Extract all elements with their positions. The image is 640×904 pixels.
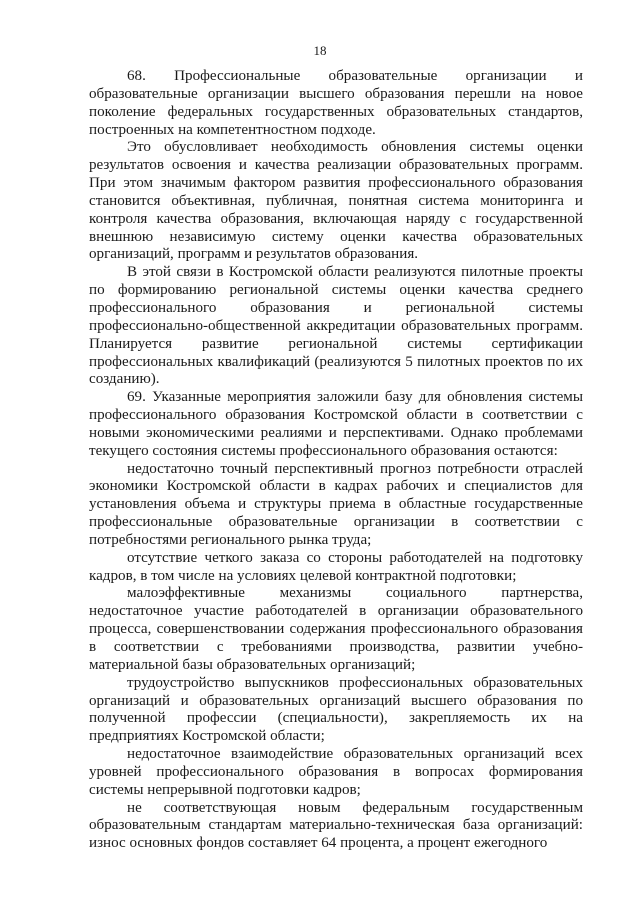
paragraph-pilot-projects: В этой связи в Костромской области реализуются пилотные проекты по формированию региональной системы оценки качества среднего профессионального образования и региональной системы профессионально-общественной аккредитации образовательных программ. Планируется развитие региональной системы сертификации профессиональных квалификаций (реализуются 5 пилотных проектов по их созданию). [89,264,583,388]
problem-item-partnership: малоэффективные механизмы социального партнерства, недостаточное участие работодателей в организации образовательного процесса, совершенствовании содержания профессионального образования в соответствии с требованиями производства, развитии учебно-материальной базы образовательных организаций; [89,585,583,673]
paragraph-assessment-system: Это обусловливает необходимость обновления системы оценки результатов освоения и качества реализации образовательных программ. При этом значимым фактором развития профессионального образования становится объективная, публичная, понятная система мониторинга и контроля качества образования, включающая наряду с государственной внешнюю независимую систему оценки качества образовательных организаций, программ и результатов образования. [89,139,583,263]
problem-item-employer-order: отсутствие четкого заказа со стороны работодателей на подготовку кадров, в том числе на условиях целевой контрактной подготовки; [89,549,583,584]
paragraph-68: 68. Профессиональные образовательные организации и образовательные организации высшего образования перешли на новое поколение федеральных государственных образовательных стандартов, построенных на компетентностном подходе. [89,68,583,138]
paragraph-69: 69. Указанные мероприятия заложили базу для обновления системы профессионального образования Костромской области в соответствии с новыми экономическими реалиями и перспективами. Однако проблемами текущего состояния системы профессионального образования остаются: [89,389,583,459]
problem-item-material-base: не соответствующая новым федеральным государственным образовательным стандартам материально-техническая база организаций: износ основных фондов составляет 64 процента, а процент ежегодного [89,799,583,852]
problem-item-forecast: недостаточно точный перспективный прогноз потребности отраслей экономики Костромской области в кадрах рабочих и специалистов для установления объема и структуры приема в областные государственные профессиональные образовательные организации в соответствии с потребностями регионального рынка труда; [89,460,583,548]
problem-item-interaction: недостаточное взаимодействие образовательных организаций всех уровней профессионального образования в вопросах формирования системы непрерывной подготовки кадров; [89,746,583,798]
document-body [89,68,583,853]
problem-item-employment: трудоустройство выпускников профессиональных образовательных организаций и образовательных организаций высшего образования по полученной профессии (специальности), закрепляемость их на предприятиях Костромской области; [89,674,583,745]
page-number: 18 [313,43,327,58]
